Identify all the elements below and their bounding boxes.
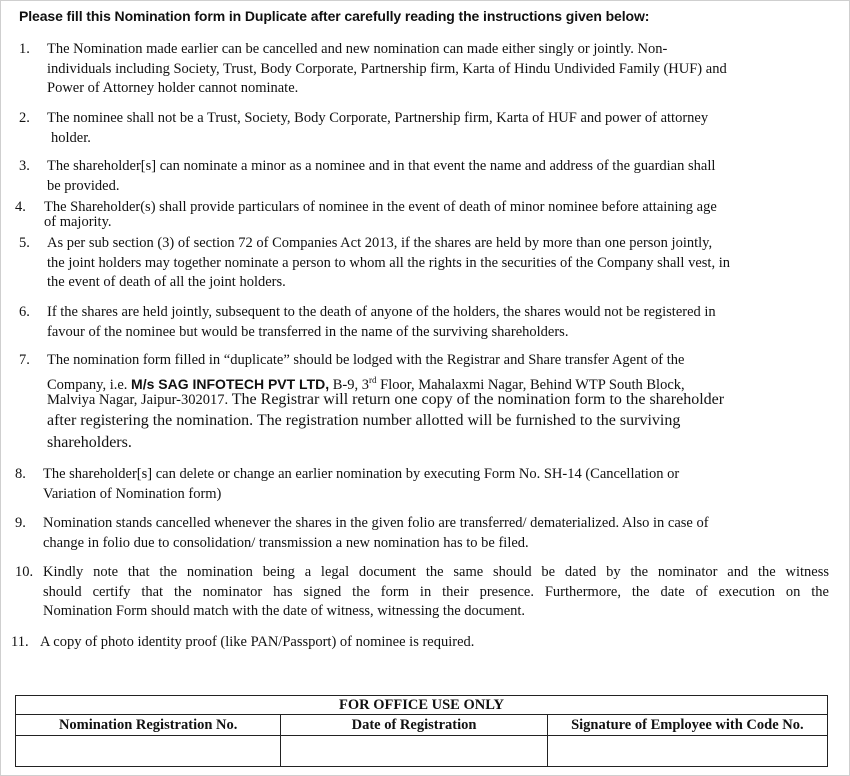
item-number: 11. [11, 634, 29, 650]
office-use-table [15, 695, 828, 767]
instruction-line: Nomination Form should match with the date of witness, witnessing the document. [43, 603, 526, 619]
instruction-line: the joint holders may together nominate a person to whom all the rights in the securities of the Company shall vest, in [47, 254, 730, 271]
employee-signature-field[interactable] [547, 736, 827, 767]
registrar-name: M/s SAG INFOTECH PVT LTD, [131, 375, 330, 392]
item-number: 1. [19, 41, 30, 57]
instruction-line: A copy of photo identity proof (like PAN/Passport) of nominee is required. [40, 634, 475, 650]
instruction-line: change in folio due to consolidation/ transmission a new nomination has to be filed. [43, 534, 529, 551]
instruction-line: individuals including Society, Trust, Body Corporate, Partnership firm, Karta of Hindu Undivided Family (HUF) and [47, 60, 727, 77]
col-header-signature: Signature of Employee with Code No. [547, 715, 827, 736]
instruction-line: Power of Attorney holder cannot nominate. [47, 80, 299, 96]
instruction-line: should certify that the nominator has signed the form in their presence. Furthermore, the date of execution on the [43, 583, 829, 600]
instruction-line: Nomination stands cancelled whenever the shares in the given folio are transferred/ dematerialized. Also in case of [43, 515, 709, 531]
instruction-line: be provided. [47, 177, 120, 194]
instruction-line: of majority. [44, 214, 112, 230]
instruction-line: after registering the nomination. The registration number allotted will be furnished to the surviving [47, 412, 681, 429]
instruction-line: The Shareholder(s) shall provide particulars of nominee in the event of death of minor nominee before attaining age [44, 199, 717, 215]
item-number: 5. [19, 235, 30, 251]
instruction-line: The Nomination made earlier can be cancelled and new nomination can made either singly or jointly. Non- [47, 41, 668, 57]
instruction-line: the event of death of all the joint holders. [47, 274, 286, 290]
item-number: 9. [15, 515, 26, 531]
instruction-line: If the shares are held jointly, subsequent to the death of anyone of the holders, the shares would not be registered in [47, 304, 716, 320]
item-number: 2. [19, 110, 30, 126]
instruction-line: holder. [51, 129, 91, 146]
instruction-line: shareholders. [47, 434, 132, 451]
instruction-line: The nomination form filled in “duplicate” should be lodged with the Registrar and Share transfer Agent of the [47, 352, 685, 368]
item-number: 3. [19, 158, 30, 174]
item-number: 7. [19, 352, 30, 368]
instruction-line: Malviya Nagar, Jaipur-302017. The Registrar will return one copy of the nomination form to the shareholder [47, 391, 725, 408]
item-number: 6. [19, 304, 30, 320]
instruction-line: As per sub section (3) of section 72 of Companies Act 2013, if the shares are held by more than one person jointly, [47, 235, 713, 251]
col-header-registration-no: Nomination Registration No. [16, 715, 281, 736]
item-number: 4. [15, 199, 26, 215]
form-heading: Please fill this Nomination form in Duplicate after carefully reading the instructions given below: [19, 8, 650, 24]
instruction-line: favour of the nominee but would be transferred in the name of the surviving shareholders. [47, 323, 569, 340]
item-number: 10. [15, 564, 34, 580]
registration-date-field[interactable] [281, 736, 547, 767]
instruction-line: Company, i.e. M/s SAG INFOTECH PVT LTD, B-9, 3rd Floor, Mahalaxmi Nagar, Behind WTP South Block, [47, 374, 685, 393]
instruction-line: The shareholder[s] can nominate a minor as a nominee and in that event the name and address of the guardian shall [47, 158, 716, 174]
instruction-line: The nominee shall not be a Trust, Society, Body Corporate, Partnership firm, Karta of HUF and power of attorney [47, 110, 709, 126]
instruction-line: Kindly note that the nomination being a legal document the same should be dated by the nominator and the witness [43, 564, 829, 580]
instruction-line: The shareholder[s] can delete or change an earlier nomination by executing Form No. SH-14 (Cancellation or [43, 466, 680, 482]
item-number: 8. [15, 466, 26, 482]
instruction-line: Variation of Nomination form) [43, 485, 222, 502]
registration-no-field[interactable] [16, 736, 281, 767]
office-use-title: FOR OFFICE USE ONLY [16, 696, 828, 715]
col-header-date: Date of Registration [281, 715, 547, 736]
